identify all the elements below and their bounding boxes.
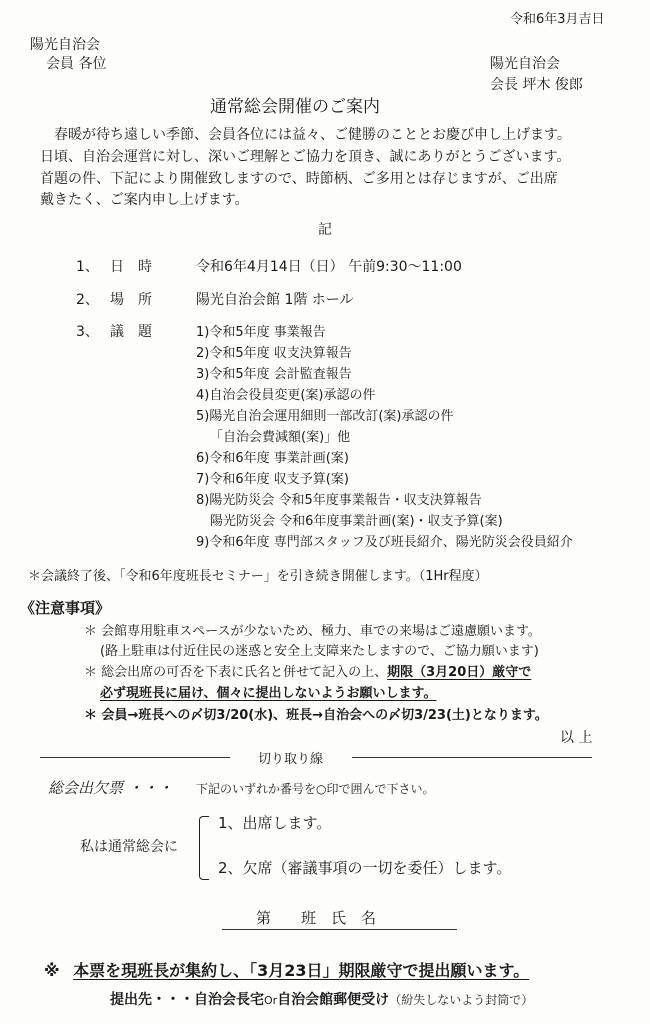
agenda-item: 5)陽光自治会運用細則一部改訂(案)承認の件: [196, 409, 454, 424]
intro-line-3: 首題の件、下記により開催致しますので、時節柄、ご多用とは存じますが、ご出席: [40, 171, 558, 187]
item-number: 2、: [76, 292, 99, 308]
name-field-label: 第 班 氏 名: [256, 909, 377, 927]
recipient-org: 陽光自治会: [30, 37, 100, 53]
option-brace: [199, 816, 209, 880]
agenda-item: 陽光防災会 令和6年度事業計画(案)・収支予算(案): [210, 514, 503, 529]
footer-line-2: [110, 989, 533, 1009]
item-number: 1、: [76, 259, 99, 275]
note-2-emphasis: 必ず現班長に届け、個々に提出しないようお願いします。: [100, 686, 437, 701]
item-label: 場 所: [110, 292, 152, 308]
sender-org: 陽光自治会: [490, 56, 560, 72]
agenda-item: 4)自治会役員変更(案)承認の件: [196, 388, 376, 403]
agenda-item: 6)令和6年度 事業計画(案): [196, 451, 349, 466]
note-3: ＊ 会員→班長への〆切3/20(水)、班長→自治会への〆切3/23(土)となります。: [84, 708, 548, 723]
cut-line-right: [352, 757, 592, 758]
submit-or: Or: [264, 994, 278, 1007]
submit-alt: 自治会館郵便受け: [277, 992, 390, 1008]
item-label: 議 題: [110, 324, 152, 340]
intro-line-4: 戴きたく、ご案内申し上げます。: [40, 192, 249, 208]
seminar-note: ＊会議終了後、「令和6年度班長セミナー」を引き続き開催します。（1Hr程度）: [28, 569, 488, 584]
page-title: 通常総会開催のご案内: [210, 97, 380, 117]
intro-line-1: 春暖が待ち遠しい季節、会員各位には益々、ご健勝のこととお慶び申し上げます。: [54, 127, 571, 143]
slip-title: 総会出欠票 ・・・: [48, 779, 173, 797]
note-2-text: ＊ 総会出席の可否を下表に氏名と併せて記入の上、: [84, 665, 388, 680]
cut-line-left: [40, 757, 230, 758]
note-1: ＊ 会館専用駐車スペースが少ないため、極力、車での来場はご遠慮願います。: [84, 624, 541, 639]
agenda-item: 9)令和6年度 専門部スタッフ及び班長紹介、陽光防災会役員紹介: [196, 535, 573, 550]
recipient-members: 会員 各位: [46, 56, 107, 72]
item-number: 3、: [76, 324, 99, 340]
note-2-deadline: 期限（3月20日）厳守で: [387, 665, 532, 680]
note-2: [84, 661, 531, 680]
footer-line-1: [44, 958, 529, 981]
footer-instruction: 本票を現班長が集約し、「3月23日」期限厳守で提出願います。: [73, 961, 530, 980]
reference-mark: ※: [44, 961, 60, 980]
slip-instruction: 下記のいずれか番号を○印で囲んで下さい。: [196, 782, 435, 796]
sender-name: 会長 坪木 俊郎: [490, 77, 583, 93]
intro-line-2: 日頃、自治会運営に対し、深いご理解とご協力を頂き、誠にありがとうございます。: [40, 149, 571, 165]
item-value: 令和6年4月14日（日） 午前9:30〜11:00: [196, 259, 462, 275]
submit-note: （紛失しないよう封筒で）: [389, 993, 534, 1007]
agenda-item: 7)令和6年度 収支予算(案): [196, 472, 349, 487]
slip-prefix: 私は通常総会に: [80, 839, 178, 855]
submit-to-label: 提出先・・・自治会長宅: [110, 992, 264, 1008]
item-value: 陽光自治会館 1階 ホール: [196, 292, 354, 308]
note-1-detail: (路上駐車は付近住民の迷惑と安全上支障来たしますので、ご協力願います): [100, 644, 539, 659]
issue-date: 令和6年3月吉日: [510, 12, 605, 27]
agenda-item: 3)令和5年度 会計監査報告: [196, 367, 352, 382]
agenda-item: 1)令和5年度 事業報告: [196, 325, 326, 340]
agenda-item: 8)陽光防災会 令和5年度事業報告・収支決算報告: [196, 493, 482, 508]
notes-heading: 《注意事項》: [20, 599, 111, 617]
ki-heading: 記: [318, 222, 332, 238]
option-attend[interactable]: 1、出席します。: [218, 814, 332, 832]
closing-ijo: 以 上: [560, 730, 593, 746]
cut-line-label: 切り取り線: [258, 752, 324, 767]
option-absent[interactable]: 2、欠席（審議事項の一切を委任）します。: [218, 859, 512, 877]
agenda-item: 「自治会費減額(案)」他: [210, 430, 351, 445]
name-field-line[interactable]: [222, 929, 457, 930]
item-label: 日 時: [110, 259, 152, 275]
agenda-item: 2)令和5年度 収支決算報告: [196, 346, 352, 361]
